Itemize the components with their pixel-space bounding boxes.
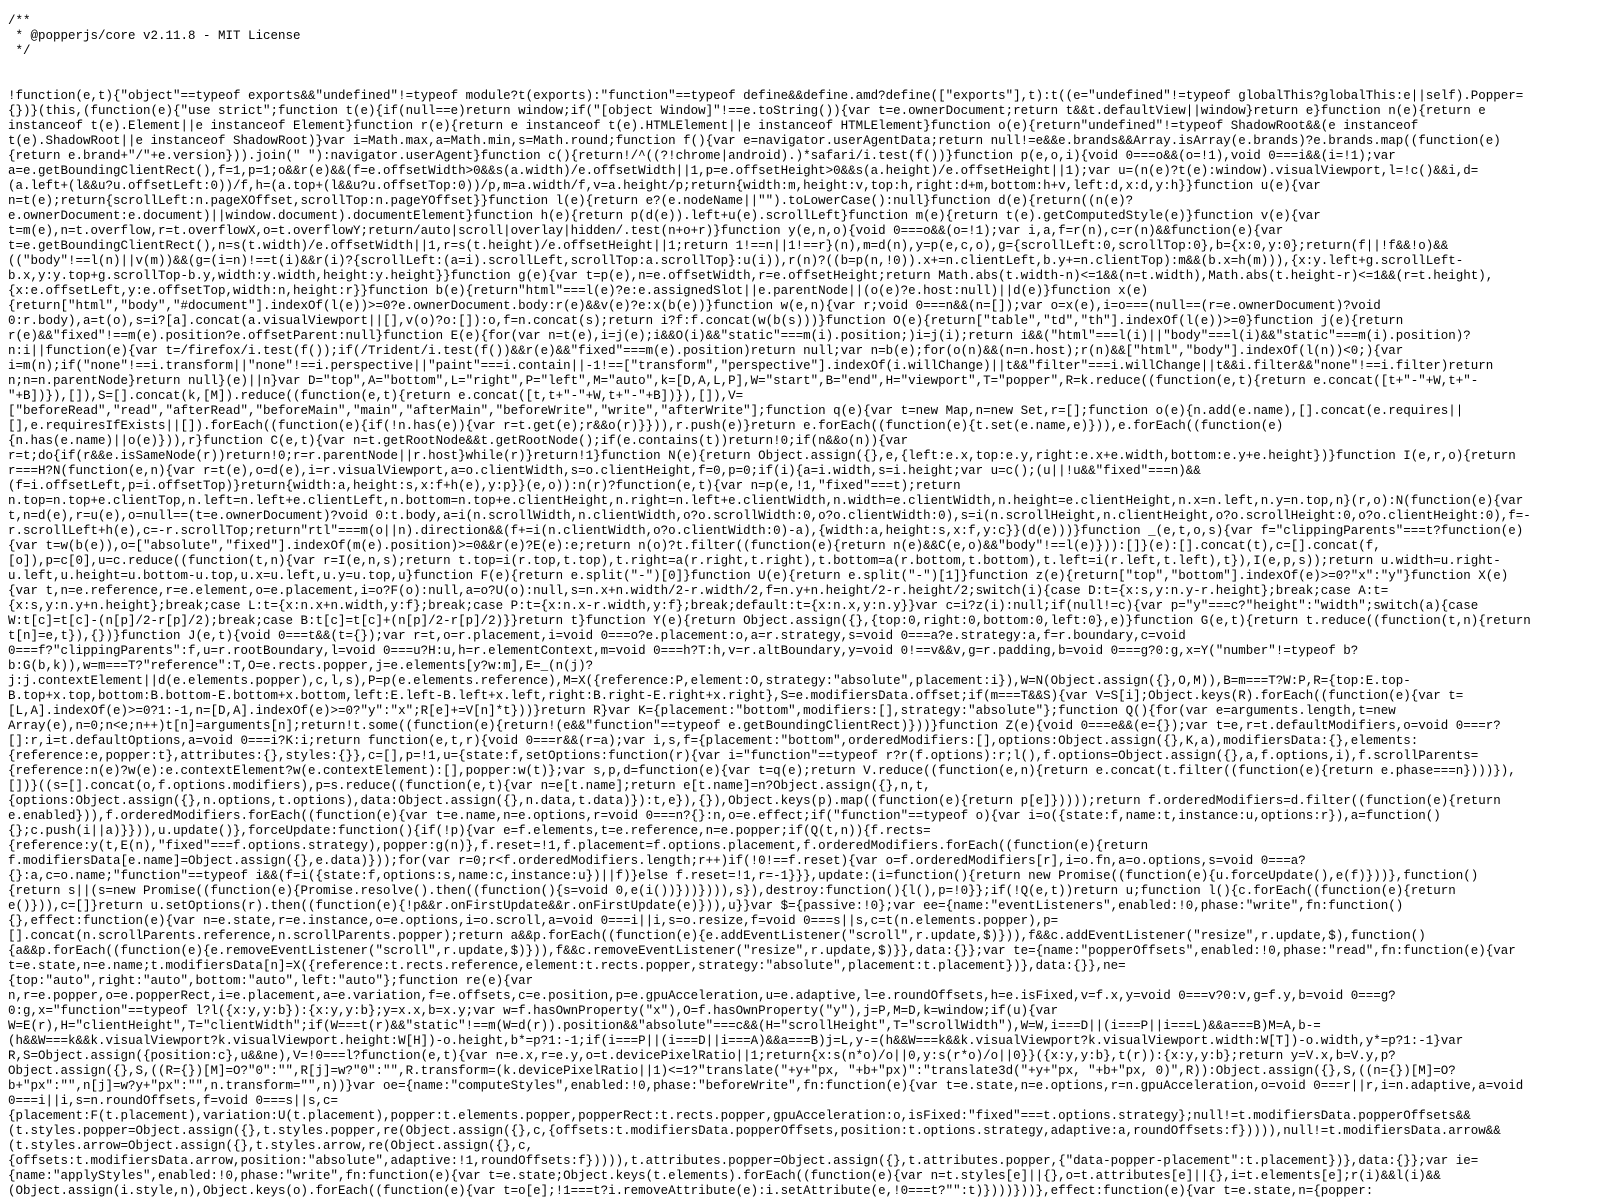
code-line: e.ownerDocument:e.document)||window.document).documentElement}function h(e){return p(d(e)).left+u(e).scrollLeft}function m(e){return t(e).getComputedStyle(e)}function v(e){var — [8, 209, 1321, 223]
code-line: Array(e),n=0;n<e;n++)t[n]=arguments[n];return!t.some((function(e){return!(e&&"function"==typeof e.getBoundingClientRect)}))}function Z(e){void 0===e&&(e={});var t=e,r=t.defaultModifiers,o=void 0===r? — [8, 719, 1501, 733]
code-line: [])}((s=[].concat(o,f.options.modifiers),p=s.reduce((function(e,t){var n=e[t.name];return e[t.name]=n?Object.assign({},n,t, — [8, 779, 931, 793]
code-line: {var t,n=e.reference,r=e.element,o=e.placement,i=o?F(o):null,a=o?U(o):null,s=n.x+n.width/2-r.width/2,f=n.y+n.height/2-r.height/2;switch(i){case D:t={x:s,y:n.y-r.height};break;case A:t= — [8, 584, 1389, 598]
code-line: (f=i.offsetLeft,p=i.offsetTop)}return{width:a,height:s,x:f+h(e),y:p}}(e,o)):n(r)?function(e,t){var n=p(e,!1,"fixed"===t);return — [8, 479, 961, 493]
code-line: []:r,i=t.defaultOptions,a=void 0===i?K:i;return function(e,t,r){void 0===r&&(r=a);var i,s,f={placement:"bottom",orderedModifiers:[],options:Object.assign({},K,a),modifiersData:{},elements: — [8, 734, 1419, 748]
code-line: {reference:e,popper:t},attributes:{},styles:{}},c=[],p=!1,u={state:f,setOptions:function(r){var i="function"==typeof r?r(f.options):r;l(),f.options=Object.assign({},a,f.options,i),f.scrollParents= — [8, 749, 1479, 763]
code-line: (a.left+(l&&u?u.offsetLeft:0))/f,h=(a.top+(l&&u?u.offsetTop:0))/p,m=a.width/f,v=a.height/p;return{width:m,height:v,top:h,right:d+m,bottom:h+v,left:d,x:d,y:h}}function u(e){var — [8, 179, 1321, 193]
code-line: e()})),c=[]}return u.setOptions(r).then((function(e){!p&&r.onFirstUpdate&&r.onFirstUpdate(e)})),u}}var $={passive:!0};var ee={name:"eventListeners",enabled:!0,phase:"write",fn:function() — [8, 899, 1404, 913]
code-line: b:G(b,k)),w=m===T?"reference":T,O=e.rects.popper,j=e.elements[y?w:m],E=_(n(j)? — [8, 659, 594, 673]
code-line: {x:s,y:n.y+n.height};break;case L:t={x:n.x+n.width,y:f};break;case P:t={x:n.x-r.width,y:f};break;default:t={x:n.x,y:n.y}}var c=i?z(i):null;if(null!=c){var p="y"===c?"height":"width";switch(a){case — [8, 599, 1479, 613]
code-line: {a&&p.forEach((function(e){e.removeEventListener("scroll",r.update,$)})),f&&c.removeEventListener("resize",r.update,$)}},data:{}};var te={name:"popperOffsets",enabled:!0,phase:"read",fn:function(e){var — [8, 944, 1516, 958]
code-line: t(e).ShadowRoot||e instanceof ShadowRoot)}var i=Math.max,a=Math.min,s=Math.round;function f(){var e=navigator.userAgentData;return null!=e&&e.brands&&Array.isArray(e.brands)?e.brands.map((function(e) — [8, 134, 1501, 148]
code-line: {top:"auto",right:"auto",bottom:"auto",left:"auto"};function re(e){var — [8, 974, 534, 988]
code-line: t=m(e),n=t.overflow,r=t.overflowX,o=t.overflowY;return/auto|scroll|overlay|hidden/.test(n+o+r)}function y(e,n,o){void 0===o&&(o=!1);var i,a,f=r(n),c=r(n)&&function(e){var — [8, 224, 1284, 238]
code-line: (t.styles.arrow=Object.assign({},t.styles.arrow,re(Object.assign({},c, — [8, 1139, 534, 1153]
code-line: f.modifiersData[e.name]=Object.assign({},e.data)}));for(var r=0;r<f.orderedModifiers.length;r++)if(!0!==f.reset){var o=f.orderedModifiers[r],i=o.fn,a=o.options,s=void 0===a? — [8, 854, 1306, 868]
code-line: e.enabled})),f.orderedModifiers.forEach((function(e){var t=e.name,n=e.options,r=void 0===n?{}:n,o=e.effect;if("function"==typeof o){var i=o({state:f,name:t,instance:u,options:r}),a=function() — [8, 809, 1441, 823]
code-line: [],e.requiresIfExists||[]).forEach((function(e){if(!n.has(e)){var r=t.get(e);r&&o(r)}})),r.push(e)}return e.forEach((function(e){t.set(e.name,e)})),e.forEach((function(e) — [8, 419, 1284, 433]
code-line: b+"px":"",n[j]=w?y+"px":"",n.transform="",n))}var oe={name:"computeStyles",enabled:!0,phase:"beforeWrite",fn:function(e){var t=e.state,n=e.options,r=n.gpuAcceleration,o=void 0===r||r,i=n.adaptive,a=void — [8, 1079, 1524, 1093]
code-line: {name:"applyStyles",enabled:!0,phase:"write",fn:function(e){var t=e.state;Object.keys(t.elements).forEach((function(e){var n=t.styles[e]||{},o=t.attributes[e]||{},i=t.elements[e];r(i)&&l(i)&& — [8, 1169, 1441, 1183]
code-line: (h&&W===k&&k.visualViewport?k.visualViewport.height:W[H])-o.height,b*=p?1:-1;if(i===P||(i===D||i===A)&&a===B)j=L,y-=(h&&W===k&&k.visualViewport?k.visualViewport.width:W[T])-o.width,y*=p?1:-1}var — [8, 1034, 1464, 1048]
code-line: {return e.brand+"/"+e.version})).join(" "):navigator.userAgent}function c(){return!/^((?!chrome|android).)*safari/i.test(f())}function p(e,o,i){void 0===o&&(o=!1),void 0===i&&(i=!1);var — [8, 149, 1396, 163]
code-line: [].concat(n.scrollParents.reference,n.scrollParents.popper);return a&&p.forEach((function(e){e.addEventListener("scroll",r.update,$)})),f&&c.addEventListener("resize",r.update,$),function() — [8, 929, 1426, 943]
code-line: r===H?N(function(e,n){var r=t(e),o=d(e),i=r.visualViewport,a=o.clientWidth,s=o.clientHeight,f=0,p=0;if(i){a=i.width,s=i.height;var u=c();(u||!u&&"fixed"===n)&& — [8, 464, 1201, 478]
code-line: (Object.assign(i.style,n),Object.keys(o).forEach((function(e){var t=o[e];!1===t?i.removeAttribute(e):i.setAttribute(e,!0===t?"":t)})))}))},effect:function(e){var t=e.state,n={popper: — [8, 1184, 1374, 1198]
code-line: 0===i||i,s=n.roundOffsets,f=void 0===s||s,c= — [8, 1094, 339, 1108]
code-line: n;n=n.parentNode}return null}(e)||n}var D="top",A="bottom",L="right",P="left",M="auto",k=[D,A,L,P],W="start",B="end",H="viewport",T="popper",R=k.reduce((function(e,t){return e.concat([t+"-"+W,t+"- — [8, 374, 1479, 388]
code-line: 0===f?"clippingParents":f,u=r.rootBoundary,l=void 0===u?H:u,h=r.elementContext,m=void 0===h?T:h,v=r.altBoundary,y=void 0!==v&&v,g=r.padding,b=void 0===g?0:g,x=Y("number"!=typeof b? — [8, 644, 1359, 658]
code-line: {reference:n(e)?w(e):e.contextElement?w(e.contextElement):[],popper:w(t)};var s,p,d=function(e){var t=q(e);return V.reduce((function(e,n){return e.concat(t.filter((function(e){return e.phase===n})))}), — [8, 764, 1516, 778]
code-line: "+B])}),[]),S=[].concat(k,[M]).reduce((function(e,t){return e.concat([t,t+"-"+W,t+"-"+B])}),[]),V= — [8, 389, 744, 403]
code-line: t=e.getBoundingClientRect(),n=s(t.width)/e.offsetWidth||1,r=s(t.height)/e.offsetHeight||1;return 1!==n||1!==r}(n),m=d(n),y=p(e,c,o),g={scrollLeft:0,scrollTop:0},b={x:0,y:0};return(f||!f&&!o)&& — [8, 239, 1449, 253]
code-line: r=t;do{if(r&&e.isSameNode(r))return!0;r=r.parentNode||r.host}while(r)}return!1}function N(e){return Object.assign({},e,{left:e.x,top:e.y,right:e.x+e.width,bottom:e.y+e.height})}function I(e,r,o){return — [8, 449, 1516, 463]
code-line: b.x,y:y.top+g.scrollTop-b.y,width:y.width,height:y.height}}function g(e){var t=p(e),n=e.offsetWidth,r=e.offsetHeight;return Math.abs(t.width-n)<=1&&(n=t.width),Math.abs(t.height-r)<=1&&(r=t.height), — [8, 269, 1494, 283]
blank-line — [8, 59, 1600, 74]
code-line: {};c.push(i||a)}})),u.update()},forceUpdate:function(){if(!p){var e=f.elements,t=e.reference,n=e.popper;if(Q(t,n)){f.rects= — [8, 824, 931, 838]
blank-line — [8, 74, 1600, 89]
code-line: t=e.state,n=e.name;t.modifiersData[n]=X({reference:t.rects.reference,element:t.rects.popper,strategy:"absolute",placement:t.placement})},data:{}},ne= — [8, 959, 1126, 973]
code-line: !function(e,t){"object"==typeof exports&&"undefined"!=typeof module?t(exports):"function"==typeof define&&define.amd?define(["exports"],t):t((e="undefined"!=typeof globalThis?globalThis:e||self).Popper= — [8, 89, 1524, 103]
code-line: {offsets:t.modifiersData.arrow,position:"absolute",adaptive:!1,roundOffsets:f})))),t.attributes.popper=Object.assign({},t.attributes.popper,{"data-popper-placement":t.placement})},data:{}};var ie= — [8, 1154, 1479, 1168]
code-line: {return s||(s=new Promise((function(e){Promise.resolve().then((function(){s=void 0,e(i())}))}))),s}),destroy:function(){l(),p=!0}};if(!Q(e,t))return u;function l(){c.forEach((function(e){return — [8, 884, 1456, 898]
code-line: W=E(r),H="clientHeight",T="clientWidth";if(W===t(r)&&"static"!==m(W=d(r)).position&&"absolute"===c&&(H="scrollHeight",T="scrollWidth"),W=W,i===D||(i===P||i===L)&&a===B)M=A,b-= — [8, 1019, 1321, 1033]
code-line: * @popperjs/core v2.11.8 - MIT License — [8, 29, 301, 43]
code-line: W:t[c]=t[c]-(n[p]/2-r[p]/2);break;case B:t[c]=t[c]+(n[p]/2-r[p]/2)}}return t}function Y(e){return Object.assign({},{top:0,right:0,bottom:0,left:0},e)}function G(e,t){return t.reduce((function(t,n){return — [8, 614, 1531, 628]
code-line: {},effect:function(e){var n=e.state,r=e.instance,o=e.options,i=o.scroll,a=void 0===i||i,s=o.resize,f=void 0===s||s,c=t(n.elements.popper),p= — [8, 914, 1059, 928]
code-line: t[n]=e,t}),{})}function J(e,t){void 0===t&&(t={});var r=t,o=r.placement,i=void 0===o?e.placement:o,a=r.strategy,s=void 0===a?e.strategy:a,f=r.boundary,c=void — [8, 629, 1186, 643]
code-line: i=m(n);if("none"!==i.transform||"none"!==i.perspective||"paint"===i.contain||-1!==["transform","perspective"].indexOf(i.willChange)||t&&"filter"===i.willChange||t&&i.filter&&"none"!==i.filter)return — [8, 359, 1494, 373]
code-line: /** — [8, 14, 31, 28]
code-line: n.top=n.top+e.clientTop,n.left=n.left+e.clientLeft,n.bottom=n.top+e.clientHeight,n.right=n.left+e.clientWidth,n.width=e.clientWidth,n.height=e.clientHeight,n.x=n.left,n.y=n.top,n}(r,o):N(function(e){var — [8, 494, 1524, 508]
code-line: [o]),p=c[0],u=c.reduce((function(t,n){var r=I(e,n,s);return t.top=i(r.top,t.top),t.right=a(r.right,t.right),t.bottom=a(r.bottom,t.bottom),t.left=i(r.left,t.left),t}),I(e,p,s));return u.width=u.right- — [8, 554, 1501, 568]
code-line: {})}(this,(function(e){"use strict";function t(e){if(null==e)return window;if("[object Window]"!==e.toString()){var t=e.ownerDocument;return t&&t.defaultView||window}return e}function n(e){return e — [8, 104, 1486, 118]
code-line: {return["html","body","#document"].indexOf(l(e))>=0?e.ownerDocument.body:r(e)&&v(e)?e:x(b(e))}function w(e,n){var r;void 0===n&&(n=[]);var o=x(e),i=o===(null==(r=e.ownerDocument)?void — [8, 299, 1381, 313]
code-line: {n.has(e.name)||o(e)})),r}function C(e,t){var n=t.getRootNode&&t.getRootNode();if(e.contains(t))return!0;if(n&&o(n)){var — [8, 434, 909, 448]
code-line: {reference:y(t,E(n),"fixed"===f.options.strategy),popper:g(n)},f.reset=!1,f.placement=f.options.placement,f.orderedModifiers.forEach((function(e){return — [8, 839, 1149, 853]
code-line: n:i||function(e){var t=/firefox/i.test(f());if(/Trident/i.test(f())&&r(e)&&"fixed"===m(e).position)return null;var n=b(e);for(o(n)&&(n=n.host);r(n)&&["html","body"].indexOf(l(n))<0;){var — [8, 344, 1404, 358]
code-line: 0:r.body),a=t(o),s=i?[a].concat(a.visualViewport||[],v(o)?o:[]):o,f=n.concat(s);return i?f:f.concat(w(b(s)))}function O(e){return["table","td","th"].indexOf(l(e))>=0}function j(e){return — [8, 314, 1404, 328]
code-line: {var t=w(b(e)),o=["absolute","fixed"].indexOf(m(e).position)>=0&&r(e)?E(e):e;return n(o)?t.filter((function(e){return n(e)&&C(e,o)&&"body"!==l(e)})):[]}(e):[].concat(t),c=[].concat(f, — [8, 539, 1381, 553]
code-line: a=e.getBoundingClientRect(),f=1,p=1;o&&r(e)&&(f=e.offsetWidth>0&&s(a.width)/e.offsetWidth||1,p=e.offsetHeight>0&&s(a.height)/e.offsetHeight||1);var u=(n(e)?t(e):window).visualViewport,l=!c()&&i,d= — [8, 164, 1479, 178]
code-line: n,r=e.popper,o=e.popperRect,i=e.placement,a=e.variation,f=e.offsets,c=e.position,p=e.gpuAcceleration,u=e.adaptive,l=e.roundOffsets,h=e.isFixed,v=f.x,y=void 0===v?0:v,g=f.y,b=void 0===g? — [8, 989, 1396, 1003]
code-line: [L,A].indexOf(e)>=0?1:-1,n=[D,A].indexOf(e)>=0?"y":"x";R[e]+=V[n]*t}))}return R}var K={placement:"bottom",modifiers:[],strategy:"absolute"};function Q(){for(var e=arguments.length,t=new — [8, 704, 1396, 718]
code-line: {x:e.offsetLeft,y:e.offsetTop,width:n,height:r}}function b(e){return"html"===l(e)?e:e.assignedSlot||e.parentNode||(o(e)?e.host:null)||d(e)}function x(e) — [8, 284, 1149, 298]
code-line: ["beforeRead","read","afterRead","beforeMain","main","afterMain","beforeWrite","write","afterWrite"];function q(e){var t=new Map,n=new Set,r=[];function o(e){n.add(e.name),[].concat(e.requires|| — [8, 404, 1464, 418]
code-line: r(e)&&"fixed"!==m(e).position?e.offsetParent:null}function E(e){for(var n=t(e),i=j(e);i&&O(i)&&"static"===m(i).position;)i=j(i);return i&&("html"===l(i)||"body"===l(i)&&"static"===m(i).position)? — [8, 329, 1471, 343]
code-line: j:j.contextElement||d(e.elements.popper),c,l,s),P=p(e.elements.reference),M=X({reference:P,element:O,strategy:"absolute",placement:i}),W=N(Object.assign({},O,M)),B=m===T?W:P,R={top:E.top- — [8, 674, 1411, 688]
code-line: {}:a,c=o.name;"function"==typeof i&&(f=i({state:f,options:s,name:c,instance:u})||f)}else f.reset=!1,r=-1}}},update:(i=function(){return new Promise((function(e){u.forceUpdate(),e(f)}))},function() — [8, 869, 1479, 883]
code-line: instanceof t(e).Element||e instanceof Element}function r(e){return e instanceof t(e).HTMLElement||e instanceof HTMLElement}function o(e){return"undefined"!=typeof ShadowRoot&&(e instanceof — [8, 119, 1419, 133]
code-line: {options:Object.assign({},n.options,t.options),data:Object.assign({},n.data,t.data)}):t,e}),{}),Object.keys(p).map((function(e){return p[e]}))));return f.orderedModifiers=d.filter((function(e){return — [8, 794, 1501, 808]
code-line: (("body"!==l(n)||v(m))&&(g=(i=n)!==t(i)&&r(i)?{scrollLeft:(a=i).scrollLeft,scrollTop:a.scrollTop}:u(i)),r(n)?((b=p(n,!0)).x+=n.clientLeft,b.y+=n.clientTop):m&&(b.x=h(m))),{x:y.left+g.scrollLeft- — [8, 254, 1464, 268]
code-line: (t.styles.popper=Object.assign({},t.styles.popper,re(Object.assign({},c,{offsets:t.modifiersData.popperOffsets,position:t.options.strategy,adaptive:a,roundOffsets:f})))),null!=t.modifiersData.arrow&& — [8, 1124, 1501, 1138]
code-line: t,n=d(e),r=u(e),o=null==(t=e.ownerDocument)?void 0:t.body,a=i(n.scrollWidth,n.clientWidth,o?o.scrollWidth:0,o?o.clientWidth:0),s=i(n.scrollHeight,n.clientHeight,o?o.scrollHeight:0,o?o.clientHeight:0),f=- — [8, 509, 1531, 523]
code-line: R,S=Object.assign({position:c},u&&ne),V=!0===l?function(e,t){var n=e.x,r=e.y,o=t.devicePixelRatio||1;return{x:s(n*o)/o||0,y:s(r*o)/o||0}}({x:y,y:b},t(r)):{x:y,y:b};return y=V.x,b=V.y,p? — [8, 1049, 1396, 1063]
code-line: r.scrollLeft+h(e),c=-r.scrollTop;return"rtl"===m(o||n).direction&&(f+=i(n.clientWidth,o?o.clientWidth:0)-a),{width:a,height:s,x:f,y:c}}(d(e)))}function _(e,t,o,s){var f="clippingParents"===t?function(e) — [8, 524, 1524, 538]
code-line: Object.assign({},S,((R={})[M]=O?"0":"",R[j]=w?"0":"",R.transform=(k.devicePixelRatio||1)<=1?"translate("+y+"px, "+b+"px)":"translate3d("+y+"px, "+b+"px, 0)",R)):Object.assign({},S,((n={})[M]=O? — [8, 1064, 1456, 1078]
code-line: {placement:F(t.placement),variation:U(t.placement),popper:t.elements.popper,popperRect:t.rects.popper,gpuAcceleration:o,isFixed:"fixed"===t.options.strategy};null!=t.modifiersData.popperOffsets&& — [8, 1109, 1471, 1123]
source-code — [8, 14, 1600, 1199]
code-line: n=t(e);return{scrollLeft:n.pageXOffset,scrollTop:n.pageYOffset}}function l(e){return e?(e.nodeName||"").toLowerCase():null}function d(e){return((n(e)? — [8, 194, 1134, 208]
code-line: B.top+x.top,bottom:B.bottom-E.bottom+x.bottom,left:E.left-B.left+x.left,right:B.right-E.right+x.right},S=e.modifiersData.offset;if(m===T&&S){var V=S[i];Object.keys(R).forEach((function(e){var t= — [8, 689, 1464, 703]
code-line: u.left,u.height=u.bottom-u.top,u.x=u.left,u.y=u.top,u}function F(e){return e.split("-")[0]}function U(e){return e.split("-")[1]}function z(e){return["top","bottom"].indexOf(e)>=0?"x":"y"}function X(e) — [8, 569, 1509, 583]
code-line: */ — [8, 44, 31, 58]
code-line: 0:g,x="function"==typeof l?l({x:y,y:b}):{x:y,y:b};y=x.x,b=x.y;var w=f.hasOwnProperty("x"),O=f.hasOwnProperty("y"),j=P,M=D,k=window;if(u){var — [8, 1004, 1059, 1018]
